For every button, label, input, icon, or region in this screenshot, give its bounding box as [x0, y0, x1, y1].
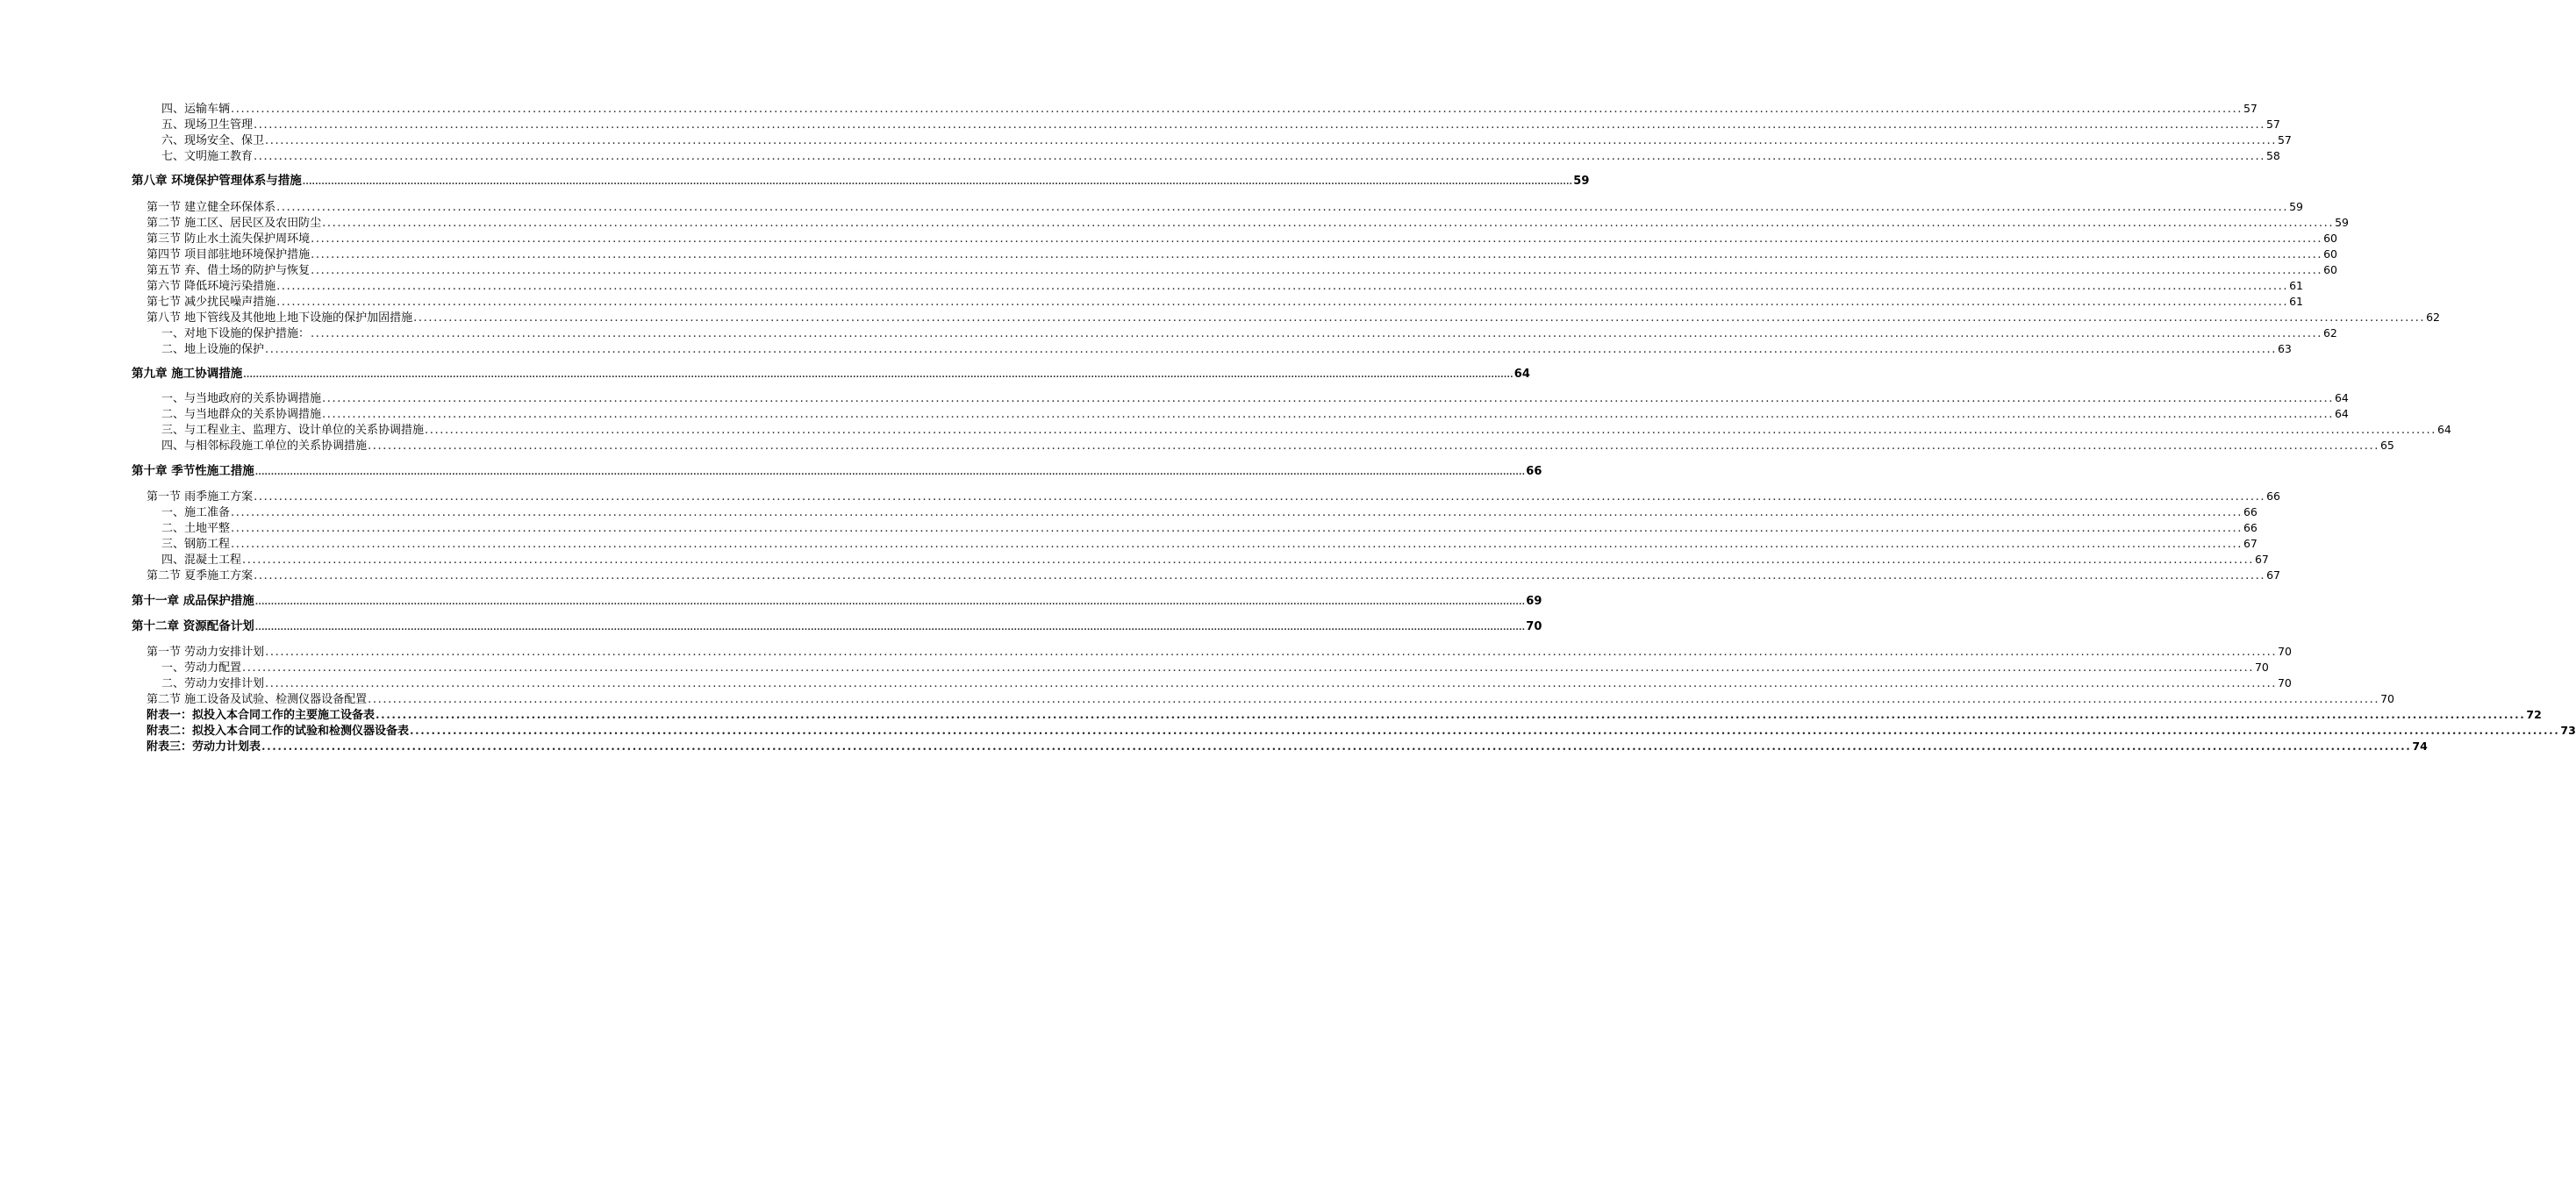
dot-leader: ................................................................................................................................................................................................................................................................................................................................................................................................................ — [311, 232, 2323, 246]
toc-entry[interactable] — [161, 438, 2394, 454]
toc-entry[interactable] — [161, 660, 2269, 675]
dot-leader: ................................................................................................................................................................................................................................................................................................................................................................................................................ — [410, 725, 2560, 738]
toc-title: 第十章 季节性施工措施 — [132, 464, 254, 478]
toc-title: 三、与工程业主、监理方、设计单位的关系协调措施 — [161, 424, 425, 437]
dot-leader: ................................................................................................................................................................................................................................................................................................................................................................................................................ — [231, 522, 2243, 535]
toc-page-number: 64 — [2334, 391, 2349, 404]
toc-entry[interactable] — [161, 101, 2258, 117]
dot-leader: ................................................................................................................................................................................................................................................................................................................................................................................................................ — [231, 538, 2243, 551]
toc-page-number: 63 — [2277, 342, 2292, 355]
toc-title: 第四节 项目部驻地环境保护措施 — [147, 248, 311, 261]
dot-leader: ................................................................................................................................................................................................................................................................................................................................................................................................................ — [276, 296, 2289, 309]
toc-chapter[interactable] — [132, 618, 1542, 634]
toc-page-number: 57 — [2265, 118, 2280, 131]
dot-leader: ................................................................................................................................................................................................................................................................................................................................................................................................................ — [322, 392, 2334, 405]
toc-page-number: 60 — [2323, 232, 2337, 245]
dot-leader: ................................................................................................................................................................................................................................................................................................................................................................................................................ — [261, 740, 2412, 754]
toc-title: 第十二章 资源配备计划 — [132, 619, 254, 633]
toc-page-number: 70 — [2278, 645, 2292, 658]
toc-entry[interactable] — [147, 568, 2280, 583]
toc-title: 七、文明施工教育 — [161, 150, 254, 163]
toc-page-number: 57 — [2243, 102, 2258, 115]
toc-entry[interactable] — [161, 117, 2280, 132]
toc-page-number: 64 — [1513, 368, 1530, 381]
dot-leader: ................................................................................................................................................................................................................................................................................................................................................................................................................ — [231, 103, 2243, 116]
toc-page-number: 62 — [2426, 311, 2440, 324]
dot-leader: ................................................................................................................................................................................................................................................................................................................................................................................................................ — [425, 424, 2436, 437]
toc-entry[interactable] — [161, 552, 2269, 568]
toc-entry[interactable] — [147, 215, 2349, 231]
toc-title: 二、与当地群众的关系协调措施 — [161, 408, 322, 421]
toc-title: 一、与当地政府的关系协调措施 — [161, 392, 322, 405]
toc-page-number: 60 — [2323, 247, 2337, 261]
toc-title: 附表二：拟投入本合同工作的试验和检测仪器设备表 — [147, 725, 410, 738]
toc-title: 四、与相邻标段施工单位的关系协调措施 — [161, 439, 368, 453]
toc-page-number: 67 — [2266, 568, 2280, 582]
toc-entry[interactable] — [147, 723, 2576, 739]
toc-entry[interactable] — [161, 148, 2280, 164]
toc-entry[interactable] — [147, 199, 2303, 215]
toc-title: 第二节 施工区、居民区及农田防尘 — [147, 217, 322, 230]
dot-leader: ................................................................................................................................................................................................................................................................................................................................................................................................................ — [376, 709, 2526, 722]
toc-entry[interactable] — [147, 644, 2292, 660]
toc-page-number: 58 — [2265, 149, 2280, 162]
toc-title: 第六节 降低环境污染措施 — [147, 280, 276, 293]
toc-entry[interactable] — [147, 294, 2303, 310]
dot-leader: ................................................................................................................................................................................................................................................................................................................................................................................................................ — [254, 598, 1526, 607]
toc-title: 二、劳动力安排计划 — [161, 677, 265, 690]
toc-page-number: 59 — [2335, 216, 2349, 229]
toc-title: 附表一：拟投入本合同工作的主要施工设备表 — [147, 709, 376, 722]
toc-title: 第七节 减少扰民噪声措施 — [147, 296, 276, 309]
toc-page-number: 65 — [2379, 439, 2394, 452]
dot-leader: ................................................................................................................................................................................................................................................................................................................................................................................................................ — [242, 661, 2254, 675]
toc-title: 四、运输车辆 — [161, 103, 231, 116]
toc-entry[interactable] — [161, 675, 2292, 691]
toc-entry[interactable] — [161, 132, 2292, 148]
toc-entry[interactable] — [147, 247, 2337, 262]
dot-leader: ................................................................................................................................................................................................................................................................................................................................................................................................................ — [243, 371, 1513, 380]
dot-leader: ................................................................................................................................................................................................................................................................................................................................................................................................................ — [368, 693, 2380, 706]
toc-page-number: 66 — [1526, 465, 1542, 478]
toc-title: 四、混凝土工程 — [161, 554, 242, 567]
dot-leader: ................................................................................................................................................................................................................................................................................................................................................................................................................ — [322, 217, 2335, 230]
toc-chapter[interactable] — [132, 463, 1542, 479]
toc-page-number: 66 — [2266, 489, 2280, 503]
toc-title: 第一节 劳动力安排计划 — [147, 646, 265, 659]
toc-entry[interactable] — [147, 489, 2280, 504]
toc-entry[interactable] — [161, 422, 2451, 438]
toc-entry[interactable] — [161, 536, 2258, 552]
toc-title: 第二节 施工设备及试验、检测仪器设备配置 — [147, 693, 368, 706]
toc-page-number: 72 — [2526, 708, 2542, 721]
dot-leader: ................................................................................................................................................................................................................................................................................................................................................................................................................ — [254, 490, 2266, 504]
dot-leader: ................................................................................................................................................................................................................................................................................................................................................................................................................ — [254, 624, 1526, 632]
toc-page-number: 73 — [2560, 724, 2576, 737]
toc-title: 一、劳动力配置 — [161, 661, 242, 675]
toc-page-number: 61 — [2289, 295, 2303, 308]
dot-leader: ................................................................................................................................................................................................................................................................................................................................................................................................................ — [311, 264, 2323, 277]
toc-page-number: 59 — [1573, 175, 1590, 188]
toc-title: 第一节 雨季施工方案 — [147, 490, 254, 504]
dot-leader: ................................................................................................................................................................................................................................................................................................................................................................................................................ — [254, 468, 1526, 477]
dot-leader: ................................................................................................................................................................................................................................................................................................................................................................................................................ — [368, 439, 2379, 453]
toc-entry[interactable] — [147, 278, 2303, 294]
toc-entry[interactable] — [161, 520, 2258, 536]
dot-leader: ................................................................................................................................................................................................................................................................................................................................................................................................................ — [302, 178, 1573, 187]
toc-entry[interactable] — [161, 504, 2258, 520]
toc-title: 二、地上设施的保护 — [161, 343, 265, 356]
toc-title: 第一节 建立健全环保体系 — [147, 201, 276, 214]
toc-entry[interactable] — [147, 691, 2394, 707]
toc-entry[interactable] — [161, 390, 2349, 406]
toc-title: 第三节 防止水土流失保护周环境 — [147, 232, 311, 246]
toc-title: 三、钢筋工程 — [161, 538, 231, 551]
toc-title: 一、施工准备 — [161, 506, 231, 519]
dot-leader: ................................................................................................................................................................................................................................................................................................................................................................................................................ — [311, 327, 2322, 340]
toc-chapter[interactable] — [132, 173, 1590, 189]
dot-leader: ................................................................................................................................................................................................................................................................................................................................................................................................................ — [265, 646, 2278, 659]
toc-entry[interactable] — [161, 325, 2337, 341]
toc-title: 二、土地平整 — [161, 522, 231, 535]
dot-leader: ................................................................................................................................................................................................................................................................................................................................................................................................................ — [265, 677, 2277, 690]
toc-page-number: 70 — [2380, 692, 2394, 705]
toc-entry[interactable] — [147, 739, 2428, 754]
toc-title: 五、现场卫生管理 — [161, 118, 254, 132]
toc-entry[interactable] — [161, 406, 2349, 422]
toc-title: 第八章 环境保护管理体系与措施 — [132, 174, 302, 188]
toc-title: 第五节 弃、借土场的防护与恢复 — [147, 264, 311, 277]
toc-title: 第二节 夏季施工方案 — [147, 569, 254, 582]
toc-page-number: 61 — [2289, 279, 2303, 292]
toc-entry[interactable] — [147, 231, 2337, 247]
dot-leader: ................................................................................................................................................................................................................................................................................................................................................................................................................ — [254, 569, 2266, 582]
toc-page-number: 66 — [2243, 505, 2258, 518]
toc-chapter[interactable] — [132, 593, 1542, 609]
toc-entry[interactable] — [147, 707, 2542, 723]
toc-title: 第九章 施工协调措施 — [132, 367, 243, 381]
toc-entry[interactable] — [147, 310, 2440, 325]
dot-leader: ................................................................................................................................................................................................................................................................................................................................................................................................................ — [254, 150, 2265, 163]
toc-title: 一、对地下设施的保护措施： — [161, 327, 311, 340]
toc-page-number: 66 — [2243, 521, 2258, 534]
toc-title: 第十一章 成品保护措施 — [132, 594, 254, 608]
dot-leader: ................................................................................................................................................................................................................................................................................................................................................................................................................ — [242, 554, 2254, 567]
dot-leader: ................................................................................................................................................................................................................................................................................................................................................................................................................ — [265, 343, 2277, 356]
toc-page-number: 69 — [1526, 595, 1542, 608]
toc-page-number: 67 — [2254, 553, 2269, 566]
toc-page-number: 70 — [1526, 620, 1542, 633]
dot-leader: ................................................................................................................................................................................................................................................................................................................................................................................................................ — [265, 134, 2277, 147]
dot-leader: ................................................................................................................................................................................................................................................................................................................................................................................................................ — [311, 248, 2323, 261]
toc-page-number: 62 — [2322, 326, 2337, 339]
dot-leader: ................................................................................................................................................................................................................................................................................................................................................................................................................ — [231, 506, 2243, 519]
toc-entry[interactable] — [147, 262, 2337, 278]
dot-leader: ................................................................................................................................................................................................................................................................................................................................................................................................................ — [322, 408, 2334, 421]
toc-title: 第八节 地下管线及其他地上地下设施的保护加固措施 — [147, 311, 413, 325]
toc-page-number: 60 — [2323, 263, 2337, 276]
toc-page-number: 64 — [2436, 423, 2451, 436]
toc-page-number: 59 — [2289, 200, 2303, 213]
dot-leader: ................................................................................................................................................................................................................................................................................................................................................................................................................ — [276, 280, 2289, 293]
toc-page-number: 74 — [2412, 740, 2428, 753]
toc-page-number: 70 — [2254, 661, 2269, 674]
toc-entry[interactable] — [161, 341, 2292, 357]
toc-page-number: 70 — [2277, 676, 2292, 690]
dot-leader: ................................................................................................................................................................................................................................................................................................................................................................................................................ — [276, 201, 2289, 214]
dot-leader: ................................................................................................................................................................................................................................................................................................................................................................................................................ — [413, 311, 2426, 325]
toc-title: 附表三：劳动力计划表 — [147, 740, 261, 754]
toc-page-number: 64 — [2334, 407, 2349, 420]
toc-title: 六、现场安全、保卫 — [161, 134, 265, 147]
toc-page-number: 67 — [2243, 537, 2258, 550]
dot-leader: ................................................................................................................................................................................................................................................................................................................................................................................................................ — [254, 118, 2265, 132]
toc-page-number: 57 — [2277, 133, 2292, 146]
toc-chapter[interactable] — [132, 366, 1530, 382]
